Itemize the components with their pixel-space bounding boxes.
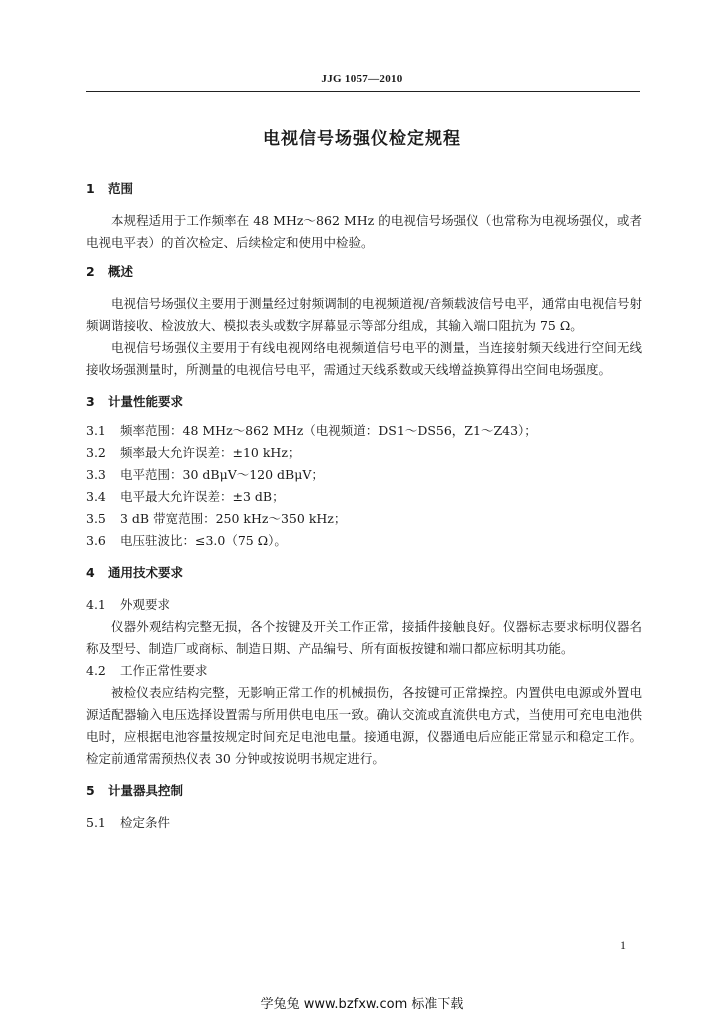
subsection-4-1-heading [86, 594, 642, 616]
section-title: 概述 [108, 264, 134, 279]
list-item [86, 486, 642, 508]
section-number: 5 [86, 783, 95, 798]
page-number: 1 [620, 938, 626, 952]
subsection-number: 5.1 [86, 815, 106, 830]
list-item [86, 508, 642, 530]
document-body [86, 178, 642, 834]
footer-watermark: 学兔兔 www.bzfxw.com 标准下载 [260, 997, 464, 1012]
section-number: 2 [86, 264, 95, 279]
list-item [86, 442, 642, 464]
section-number: 4 [86, 565, 95, 580]
item-text: 频率范围：48 MHz～862 MHz（电视频道：DS1～DS56，Z1～Z43）； [120, 423, 537, 438]
item-number: 3.6 [86, 533, 106, 548]
item-number: 3.5 [86, 511, 106, 526]
subsection-4-2-paragraph: 被检仪表应结构完整，无影响正常工作的机械损伤，各按键可正常操控。内置供电电源或外置电源适配器输入电压选择设置需与所用供电电压一致。确认交流或直流供电方式，当使用可充电电池供电时，应根据电池容量按规定时间充足电池电量。接通电源，仪器通电后应能正常显示和稳定工作。检定前通常需预热仪表 30 分钟或按说明书规定进行。 [86, 685, 642, 766]
section-5-heading [86, 780, 642, 802]
item-text: 电平范围：30 dBμV～120 dBμV； [120, 467, 324, 482]
subsection-number: 4.1 [86, 597, 106, 612]
list-item [86, 464, 642, 486]
section-title: 范围 [108, 181, 134, 196]
item-text: 频率最大允许误差：±10 kHz； [120, 445, 301, 460]
section-title: 计量器具控制 [108, 783, 184, 798]
section-2-paragraph-2: 电视信号场强仪主要用于有线电视网络电视频道信号电平的测量，当连接射频天线进行空间无线接收场强测量时，所测量的电视信号电平，需通过天线系数或天线增益换算得出空间电场强度。 [86, 340, 642, 377]
item-number: 3.3 [86, 467, 106, 482]
subsection-5-1-heading [86, 812, 642, 834]
item-number: 3.2 [86, 445, 106, 460]
document-title: 电视信号场强仪检定规程 [263, 129, 461, 149]
section-title: 通用技术要求 [108, 565, 184, 580]
section-1-heading [86, 178, 642, 200]
section-2-heading [86, 261, 642, 283]
subsection-title: 工作正常性要求 [120, 663, 208, 678]
item-number: 3.1 [86, 423, 106, 438]
subsection-title: 外观要求 [120, 597, 171, 612]
section-number: 3 [86, 394, 95, 409]
subsection-number: 4.2 [86, 663, 106, 678]
list-item [86, 420, 642, 442]
section-3-heading [86, 391, 642, 413]
item-text: 3 dB 带宽范围：250 kHz～350 kHz； [120, 511, 347, 526]
section-1-paragraph: 本规程适用于工作频率在 48 MHz～862 MHz 的电视信号场强仪（也常称为电视场强仪，或者电视电平表）的首次检定、后续检定和使用中检验。 [86, 213, 642, 250]
subsection-4-1-paragraph: 仪器外观结构完整无损，各个按键及开关工作正常，接插件接触良好。仪器标志要求标明仪器名称及型号、制造厂或商标、制造日期、产品编号、所有面板按键和端口都应标明其功能。 [86, 619, 642, 656]
item-text: 电平最大允许误差：±3 dB； [120, 489, 285, 504]
item-text: 电压驻波比：≤3.0（75 Ω）。 [120, 533, 287, 548]
section-2-paragraph-1: 电视信号场强仪主要用于测量经过射频调制的电视频道视/音频载波信号电平，通常由电视信号射频调谐接收、检波放大、模拟表头或数字屏幕显示等部分组成，其输入端口阻抗为 75 Ω。 [86, 296, 642, 333]
list-item [86, 530, 642, 552]
document-code-header: JJG 1057—2010 [321, 73, 403, 85]
subsection-title: 检定条件 [120, 815, 171, 830]
item-number: 3.4 [86, 489, 106, 504]
section-number: 1 [86, 181, 95, 196]
subsection-4-2-heading [86, 660, 642, 682]
section-title: 计量性能要求 [108, 394, 184, 409]
section-4-heading [86, 562, 642, 584]
header-rule [86, 91, 640, 92]
